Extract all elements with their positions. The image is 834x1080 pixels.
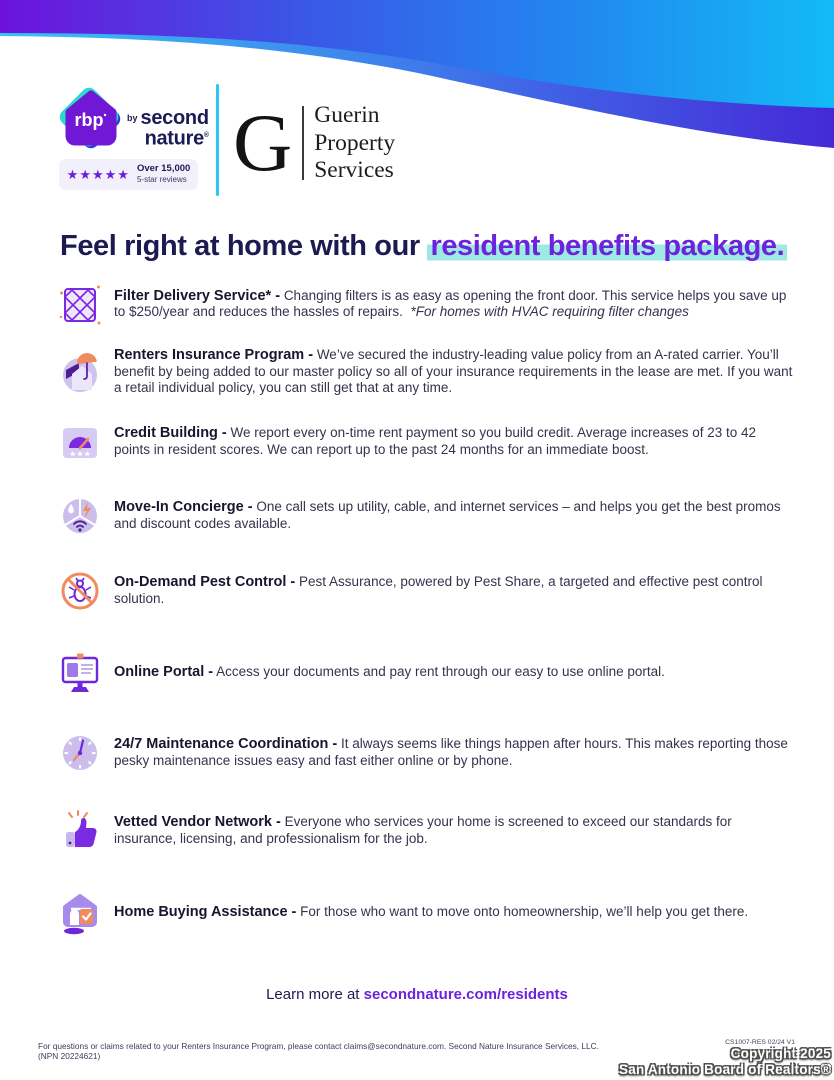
- benefit-move-in-concierge: [57, 494, 795, 538]
- benefit-renters-insurance: [57, 347, 795, 397]
- five-stars-icon: ★★★★★: [66, 166, 130, 182]
- rbp-logo-text: rbp: [74, 110, 104, 130]
- utilities-icon: [58, 494, 102, 538]
- company-name: Guerin Property Services: [314, 102, 396, 183]
- svg-text:★★★: ★★★: [69, 449, 91, 458]
- benefit-text: 24/7 Maintenance Coordination - It always seems like things happen after hours. This makes reporting those pesky maintenance issues easy and fast either online or by phone.: [114, 736, 788, 768]
- company-logo-initial: G: [233, 97, 293, 189]
- benefit-credit-building: [57, 420, 795, 464]
- benefit-text: Home Buying Assistance - For those who want to move onto homeownership, we’ll help you get there.: [114, 904, 749, 921]
- page-title: Feel right at home with our resident benefits package.: [60, 230, 790, 263]
- monitor-icon: [58, 651, 102, 695]
- no-pest-icon: [58, 569, 102, 613]
- benefit-text: On-Demand Pest Control - Pest Assurance, powered by Pest Share, a targeted and effective pest control solution.: [114, 574, 763, 606]
- benefit-maintenance: [57, 731, 795, 775]
- document-code: CS1007-RES 02/24 V1: [725, 1039, 795, 1046]
- company-logo: [233, 97, 396, 189]
- filter-icon: [58, 282, 102, 326]
- company-logo-rule: [302, 106, 304, 180]
- benefit-home-buying: [57, 891, 795, 935]
- benefit-text: Vetted Vendor Network - Everyone who services your home is screened to exceed our standards for insurance, licensing, and professionalism for the job.: [114, 814, 732, 846]
- reviews-badge: [59, 159, 198, 190]
- byline-brand: second nature®: [140, 107, 209, 150]
- headline-highlight: resident benefits package.: [427, 230, 787, 262]
- clock-icon: [58, 731, 102, 775]
- benefits-list: [57, 282, 795, 935]
- benefit-text: Online Portal - Access your documents and pay rent through our easy to use online portal.: [114, 664, 665, 681]
- learn-more-link[interactable]: secondnature.com/residents: [363, 986, 568, 1003]
- second-nature-byline: [127, 107, 209, 150]
- credit-gauge-icon: [58, 420, 102, 464]
- thumbs-up-icon: [58, 809, 102, 853]
- reviews-count: Over 15,000: [136, 163, 191, 174]
- benefit-filter-delivery: [57, 282, 795, 326]
- benefit-pest-control: [57, 569, 795, 613]
- benefit-text: Move-In Concierge - One call sets up utility, cable, and internet services – and helps you get the best promos and discount codes available.: [114, 499, 781, 531]
- umbrella-house-icon: [58, 350, 102, 394]
- rbp-logo: [57, 85, 125, 153]
- benefit-text: Credit Building - We report every on-time rent payment so you build credit. Average increases of 23 to 42 points in resident scores. We can report up to the past 24 months for an immediate boost.: [114, 425, 757, 457]
- benefit-online-portal: [57, 651, 795, 695]
- benefit-vendor-network: [57, 809, 795, 853]
- learn-more-line: Learn more at secondnature.com/residents: [266, 986, 568, 1003]
- byline-by: by: [127, 113, 138, 123]
- header-wave-graphic: [0, 0, 834, 160]
- benefit-text: Renters Insurance Program - We’ve secured the industry-leading value policy from an A-rated carrier. You’ll benefit by being added to our master policy so all of your insurance requirements in the lease are met. If you want a retail individual policy, you can still get that at any time.: [114, 347, 793, 395]
- logo-divider: [216, 84, 219, 196]
- home-check-icon: [58, 891, 102, 935]
- reviews-label: 5-star reviews: [136, 175, 187, 184]
- copyright-watermark: Copyright 2025 San Antonio Board of Realtors®: [619, 1046, 831, 1077]
- insurance-disclaimer: For questions or claims related to your Renters Insurance Program, please contact claims@secondnature.com. Second Nature Insurance Services, LLC. (NPN 20224621): [38, 1041, 599, 1061]
- benefit-text: Filter Delivery Service* - Changing filters is as easy as opening the front door. This service helps you save up to $250/year and reduces the hassles of repairs. *For homes with HVAC requiring filter changes: [114, 287, 787, 319]
